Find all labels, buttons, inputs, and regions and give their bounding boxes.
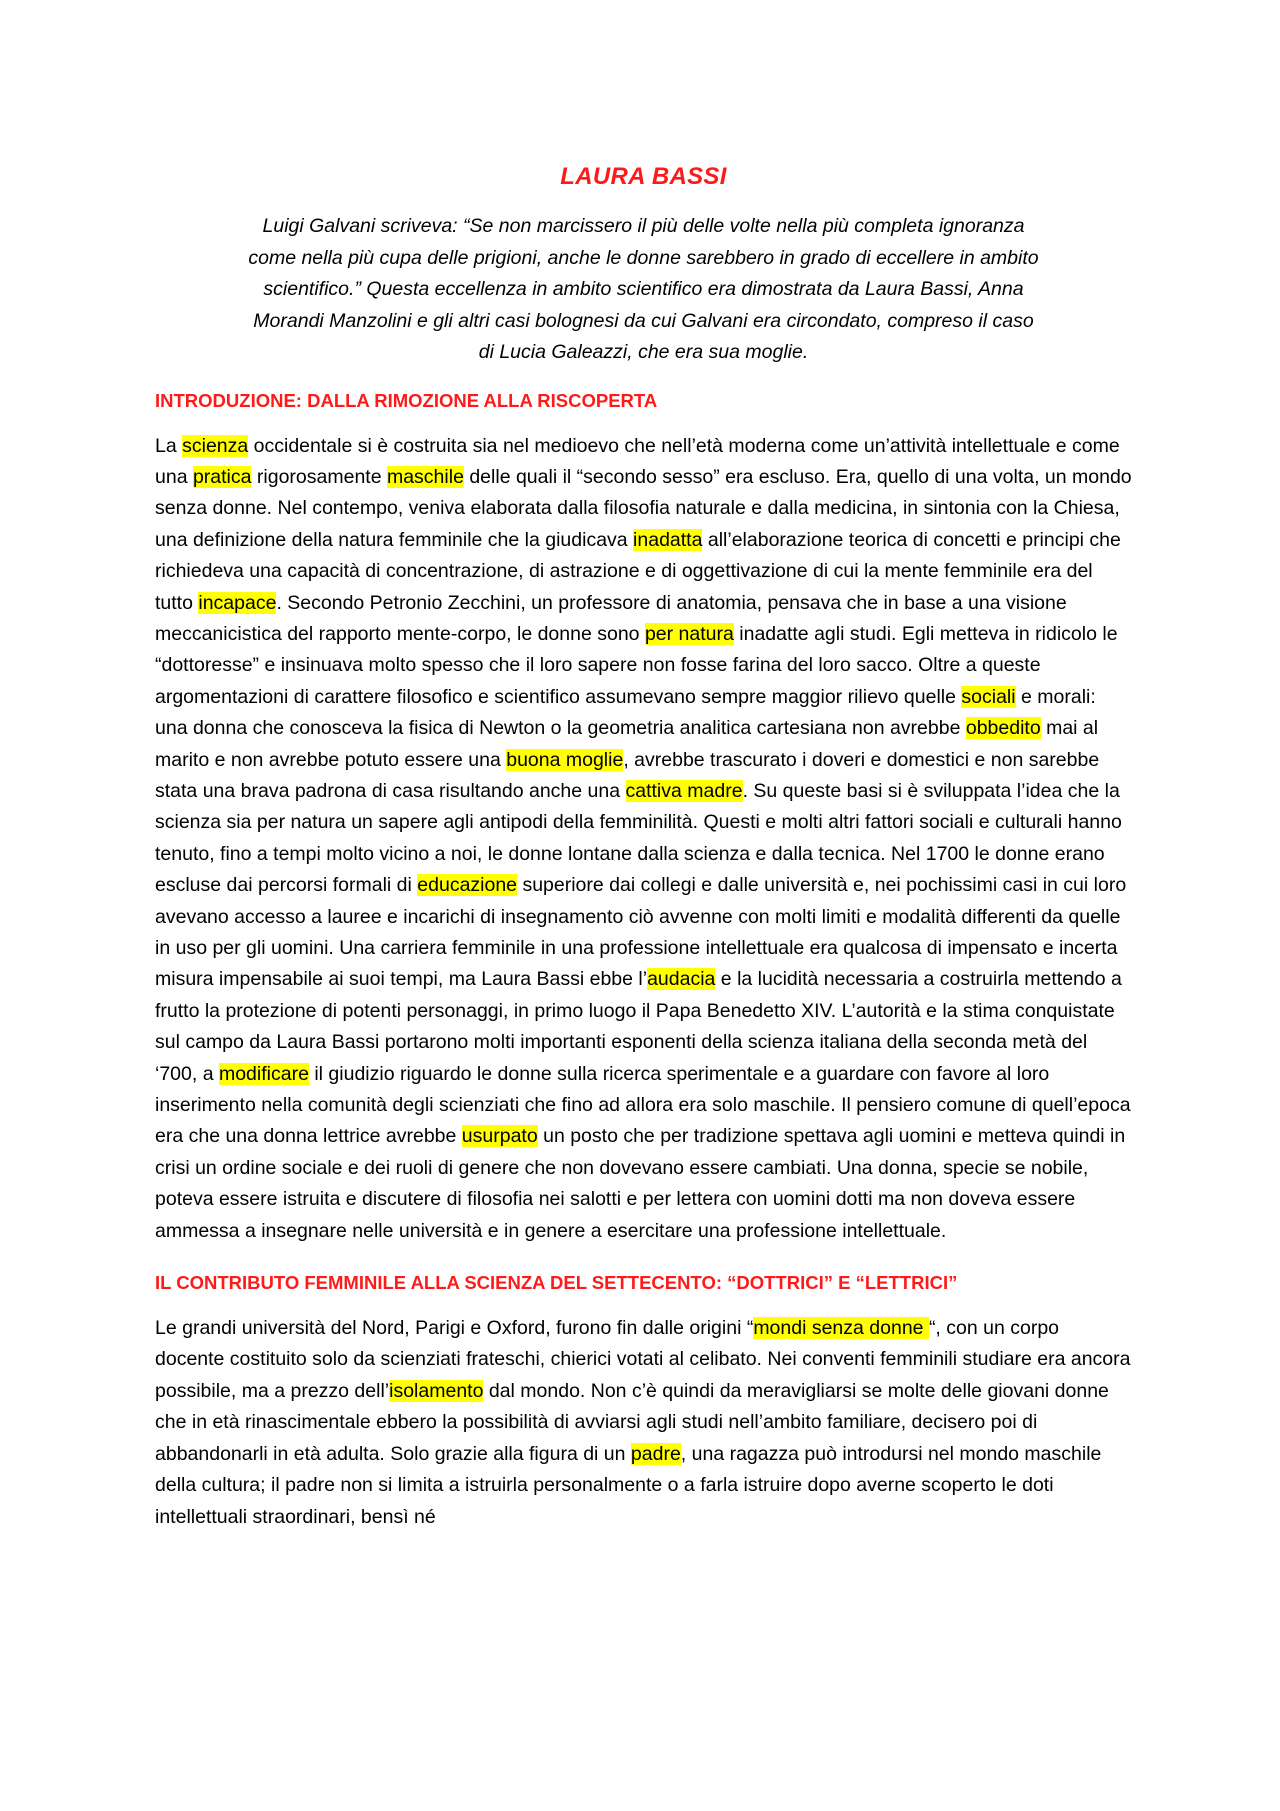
highlighted-term: audacia xyxy=(647,968,716,991)
highlighted-term: modificare xyxy=(218,1062,309,1085)
highlighted-term: cattiva madre xyxy=(625,779,743,802)
highlighted-term: maschile xyxy=(386,465,464,488)
highlighted-term: per natura xyxy=(644,622,734,645)
highlighted-term: obbedito xyxy=(965,717,1041,740)
highlighted-term: pratica xyxy=(192,465,252,488)
highlighted-term: buona moglie xyxy=(506,748,624,771)
epigraph-quote: Luigi Galvani scriveva: “Se non marcissero il più delle volte nella più completa ignoranza come nella più cupa delle prigioni, anche le donne sarebbero in grado di eccellere in ambito scientifico.” Questa eccellenza in ambito scientifico era dimostrata da Laura Bassi, Anna Morandi Manzolini e gli altri casi bolognesi da cui Galvani era circondato, compreso il caso di Lucia Galeazzi, che era sua moglie. xyxy=(248,215,1039,363)
section-paragraph-contributo-femminile: Le grandi università del Nord, Parigi e Oxford, furono fin dalle origini “mondi senza donne “, con un corpo docente costituito solo da scienziati frateschi, chierici votati al celibato. Nei conventi femminili studiare era ancora possibile, ma a prezzo dell’isolamento dal mondo. Non c’è quindi da meravigliarsi se molte delle giovani donne che in età rinascimentale ebbero la possibilità di avviarsi agli studi nell’ambito familiare, decisero poi di abbandonarli in età adulta. Solo grazie alla figura di un padre, una ragazza può introdursi nel mondo maschile della cultura; il padre non si limita a istruirla personalmente o a farla istruire dopo averne scoperto le doti intellettuali straordinari, bensì né xyxy=(155,1317,1131,1528)
document-title: LAURA BASSI xyxy=(560,163,727,190)
highlighted-term: isolamento xyxy=(389,1379,484,1402)
section-heading-introduzione: INTRODUZIONE: DALLA RIMOZIONE ALLA RISCOPERTA xyxy=(155,389,658,411)
highlighted-term: inadatta xyxy=(633,528,703,551)
highlighted-term: incapace xyxy=(198,591,277,614)
highlighted-term: sociali xyxy=(961,685,1016,708)
section-paragraph-introduzione: La scienza occidentale si è costruita sia nel medioevo che nell’età moderna come un’attività intellettuale e come una pratica rigorosamente maschile delle quali il “secondo sesso” era escluso. Era, quello di una volta, un mondo senza donne. Nel contempo, veniva elaborata dalla filosofia naturale e dalla medicina, in sintonia con la Chiesa, una definizione della natura femminile che la giudicava inadatta all’elaborazione teorica di concetti e principi che richiedeva una capacità di concentrazione, di astrazione e di oggettivazione di cui la mente femminile era del tutto incapace. Secondo Petronio Zecchini, un professore di anatomia, pensava che in base a una visione meccanicistica del rapporto mente-corpo, le donne sono per natura inadatte agli studi. Egli metteva in ridicolo le “dottoresse” e insinuava molto spesso che il loro sapere non fosse farina del loro sacco. Oltre a queste argomentazioni di carattere filosofico e scientifico assumevano sempre maggior rilievo quelle sociali e morali: una donna che conosceva la fisica di Newton o la geometria analitica cartesiana non avrebbe obbedito mai al marito e non avrebbe potuto essere una buona moglie, avrebbe trascurato i doveri e domestici e non sarebbe stata una brava padrona di casa risultando anche una cattiva madre. Su queste basi si è sviluppata l’idea che la scienza sia per natura un sapere agli antipodi della femminilità. Questi e molti altri fattori sociali e culturali hanno tenuto, fino a tempi molto vicino a noi, le donne lontane dalla scienza e dalla tecnica. Nel 1700 le donne erano escluse dai percorsi formali di educazione superiore dai collegi e dalle università e, nei pochissimi casi in cui loro avevano accesso a lauree e incarichi di insegnamento ciò avvenne con molti limiti e modalità differenti da quelle in uso per gli uomini. Una carriera femminile in una professione intellettuale era qualcosa di impensato e incerta misura impensabile ai suoi tempi, ma Laura Bassi ebbe l’audacia e la lucidità necessaria a costruirla mettendo a frutto la protezione di potenti personaggi, in primo luogo il Papa Benedetto XIV. L’autorità e la stima conquistate sul campo da Laura Bassi portarono molti importanti esponenti della scienza italiana della seconda metà del ‘700, a modificare il giudizio riguardo le donne sulla ricerca sperimentale e a guardare con favore al loro inserimento nella comunità degli scienziati che fino ad allora era solo maschile. Il pensiero comune di quell’epoca era che una donna lettrice avrebbe usurpato un posto che per tradizione spettava agli uomini e metteva quindi in crisi un ordine sociale e dei ruoli di genere che non dovevano essere cambiati. Una donna, specie se nobile, poteva essere istruita e discutere di filosofia nei salotti e per lettera con uomini dotti ma non doveva essere ammessa a insegnare nelle università e in genere a esercitare una professione intellettuale. xyxy=(155,434,1132,1242)
highlighted-term: padre xyxy=(630,1442,681,1465)
highlighted-term: educazione xyxy=(417,874,518,897)
highlighted-term: mondi senza donne xyxy=(753,1317,929,1340)
highlighted-term: scienza xyxy=(182,434,249,457)
section-heading-contributo-femminile: IL CONTRIBUTO FEMMINILE ALLA SCIENZA DEL SETTECENTO: “DOTTRICI” E “LETTRICI” xyxy=(155,1272,958,1294)
highlighted-term: usurpato xyxy=(461,1125,538,1148)
